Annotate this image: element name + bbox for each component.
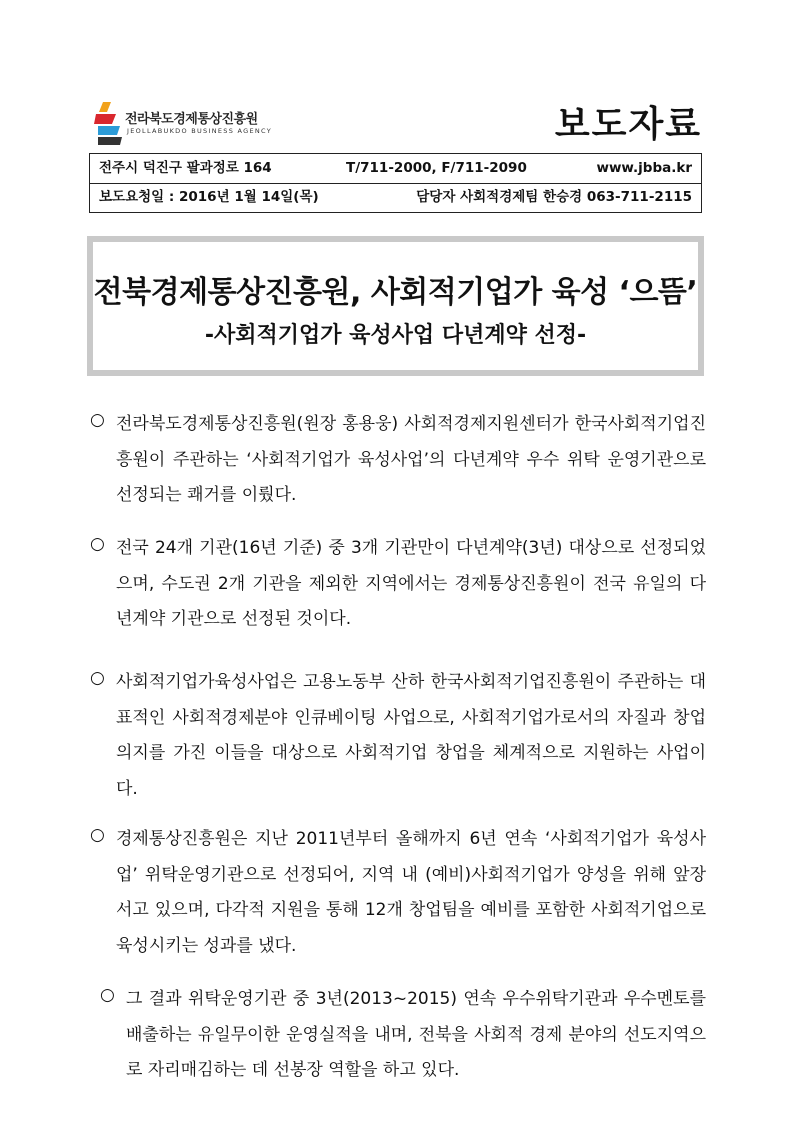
circle-bullet-icon: ○ <box>90 410 105 430</box>
agency-logo <box>94 100 294 146</box>
paragraph-text: 사회적기업가육성사업은 고용노동부 산하 한국사회적기업진흥원이 주관하는 대표적인 사회적경제분야 인큐베이팅 사업으로, 사회적기업가로서의 자질과 창업의지를 가진 이들을 대상으로 사회적기업 창업을 체계적으로 지원하는 사업이다. <box>116 672 706 799</box>
circle-bullet-icon: ○ <box>90 668 105 688</box>
paragraph <box>90 822 706 964</box>
info-box <box>89 153 702 213</box>
circle-bullet-icon: ○ <box>90 825 105 845</box>
logo-korean-name: 전라북도경제통상진흥원 <box>125 112 258 127</box>
headline-subtitle: -사회적기업가 육성사업 다년계약 선정- <box>204 323 587 348</box>
circle-bullet-icon: ○ <box>90 534 105 554</box>
address: 전주시 덕진구 팔과정로 164 <box>99 160 272 176</box>
paragraph <box>90 982 706 1089</box>
circle-bullet-icon: ○ <box>100 985 115 1005</box>
paragraph-text: 전라북도경제통상진흥원(원장 홍용웅) 사회적경제지원센터가 한국사회적기업진흥원이 주관하는 ‘사회적기업가 육성사업’의 다년계약 우수 위탁 운영기관으로 선정되는 쾌거를 이뤘다. <box>116 414 706 505</box>
paragraph-text: 전국 24개 기관(16년 기준) 중 3개 기관만이 다년계약(3년) 대상으로 선정되었으며, 수도권 2개 기관을 제외한 지역에서는 경제통상진흥원이 전국 유일의 다년계약 기관으로 선정된 것이다. <box>116 538 706 629</box>
request-date: 보도요청일 : 2016년 1월 14일(목) <box>99 189 319 205</box>
phone-fax: T/711-2000, F/711-2090 <box>346 160 527 176</box>
info-row-address <box>90 154 701 184</box>
website-link[interactable]: www.jbba.kr <box>596 160 692 176</box>
info-row-date <box>90 183 701 212</box>
paragraph <box>90 407 706 514</box>
paragraph <box>90 531 706 638</box>
paragraph-text: 경제통상진흥원은 지난 2011년부터 올해까지 6년 연속 ‘사회적기업가 육성사업’ 위탁운영기관으로 선정되어, 지역 내 (예비)사회적기업가 양성을 위해 앞장서고 있으며, 다각적 지원을 통해 12개 창업팀을 예비를 포함한 사회적기업으로 육성시키는 성과를 냈다. <box>116 829 706 956</box>
paragraph <box>90 665 706 807</box>
paragraph-text: 그 결과 위탁운영기관 중 3년(2013~2015) 연속 우수위탁기관과 우수멘토를 배출하는 유일무이한 운영실적을 내며, 전북을 사회적 경제 분야의 선도지역으로 자리매김하는 데 선봉장 역할을 하고 있다. <box>126 989 706 1080</box>
headline-title: 전북경제통상진흥원, 사회적기업가 육성 ‘으뜸’ <box>93 275 698 310</box>
headline-box <box>87 236 704 376</box>
contact-person: 담당자 사회적경제팀 한승경 063-711-2115 <box>416 189 692 205</box>
logo-mark-icon <box>94 100 124 146</box>
document-type-title: 보도자료 <box>554 104 702 145</box>
logo-english-name: JEOLLABUKDO BUSINESS AGENCY <box>127 127 273 135</box>
